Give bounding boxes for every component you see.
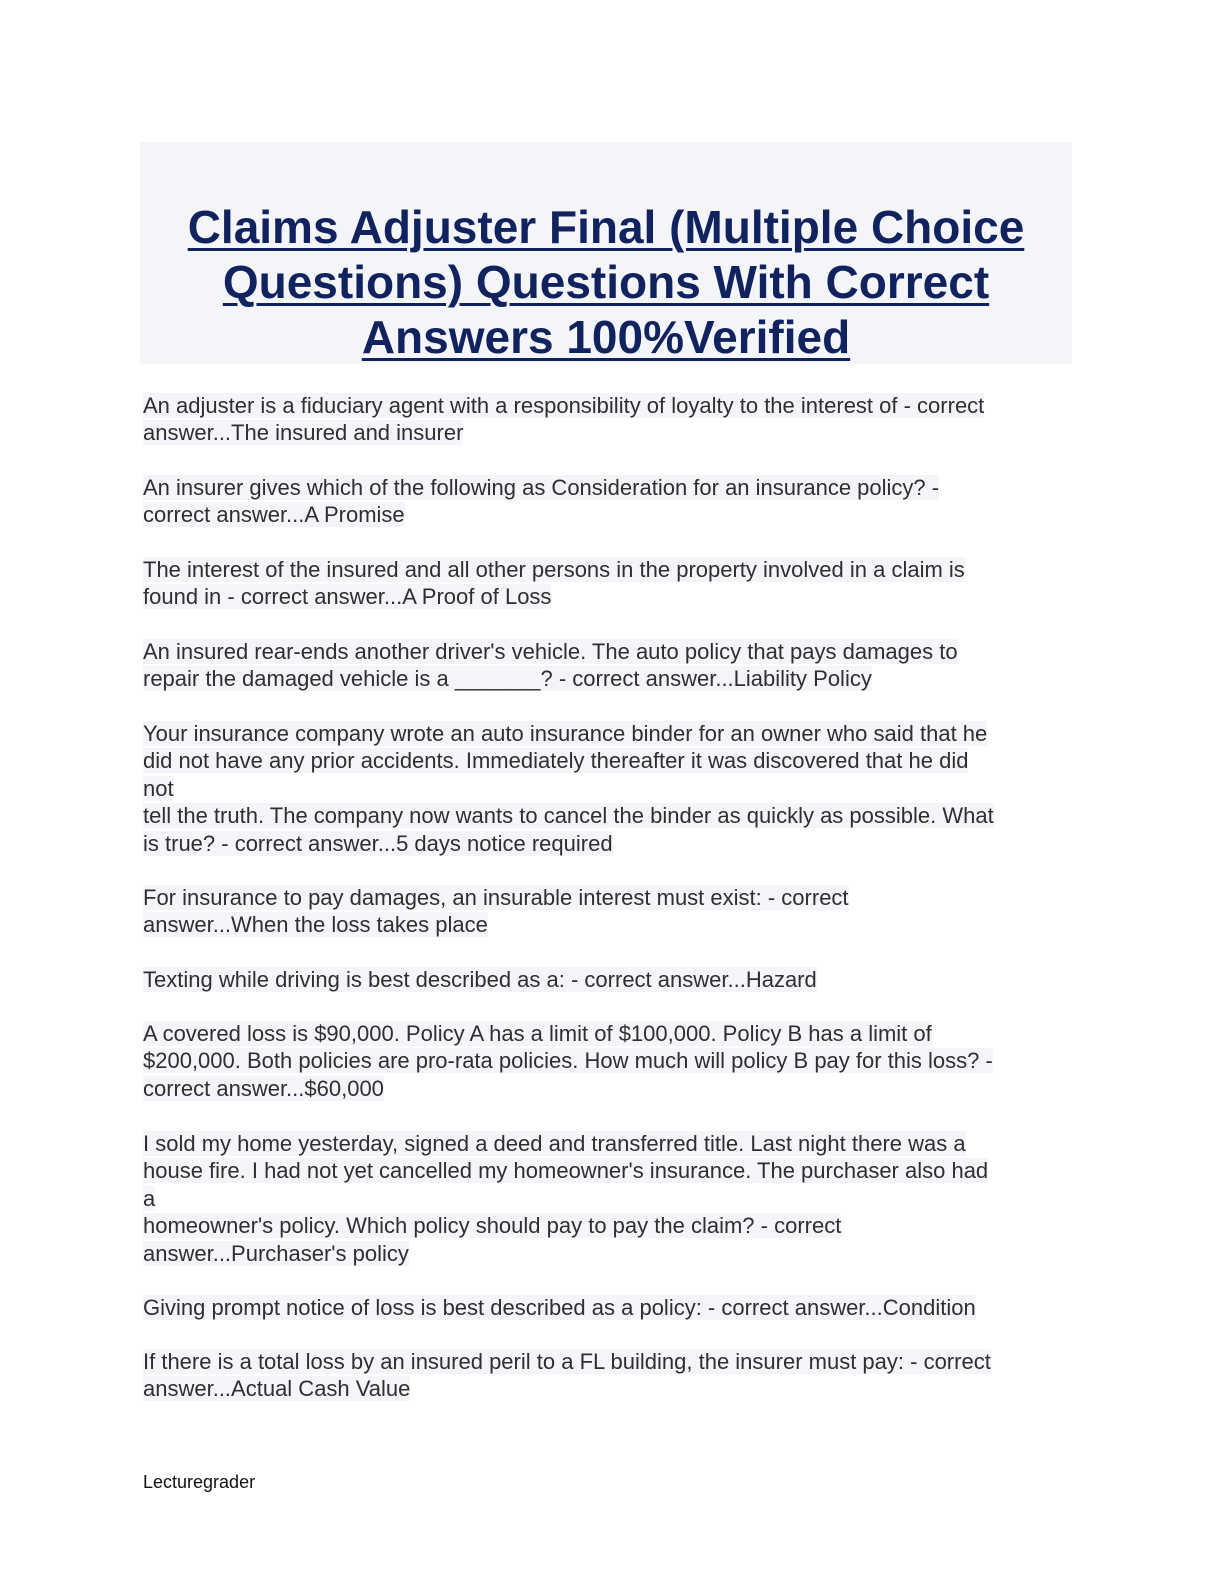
- qa-item: [143, 556, 1073, 611]
- title-line: Questions) Questions With Correct: [222, 256, 990, 308]
- qa-line: correct answer...A Promise: [143, 502, 405, 528]
- qa-line: An insured rear-ends another driver's vehicle. The auto policy that pays damages to: [143, 639, 958, 664]
- qa-line: Your insurance company wrote an auto insurance binder for an owner who said that he: [143, 721, 988, 746]
- qa-line: correct answer...$60,000: [143, 1075, 384, 1101]
- qa-line: did not have any prior accidents. Immediately thereafter it was discovered that he did: [143, 748, 969, 774]
- qa-line: A covered loss is $90,000. Policy A has a limit of $100,000. Policy B has a limit of: [143, 1021, 932, 1046]
- qa-line: The interest of the insured and all other persons in the property involved in a claim is: [143, 557, 965, 582]
- qa-item: [143, 884, 1073, 939]
- qa-line: answer...The insured and insurer: [143, 420, 464, 446]
- qa-line: Giving prompt notice of loss is best described as a policy: - correct answer...Condition: [143, 1295, 976, 1320]
- qa-line: Texting while driving is best described as a: - correct answer...Hazard: [143, 967, 817, 992]
- qa-item: [143, 1348, 1073, 1403]
- title-line: Answers 100%Verified: [361, 311, 851, 363]
- qa-line: homeowner's policy. Which policy should pay to pay the claim? - correct: [143, 1213, 842, 1239]
- qa-line: answer...Actual Cash Value: [143, 1376, 411, 1402]
- page-footer: Lecturegrader: [143, 1472, 256, 1492]
- qa-item: [143, 1020, 1073, 1102]
- qa-item: [143, 966, 1073, 993]
- qa-line: answer...Purchaser's policy: [143, 1240, 409, 1266]
- qa-item: [143, 474, 1073, 529]
- qa-line: $200,000. Both policies are pro-rata policies. How much will policy B pay for this loss? -: [143, 1048, 993, 1074]
- qa-item: [143, 1130, 1073, 1267]
- qa-line: For insurance to pay damages, an insurable interest must exist: - correct: [143, 885, 849, 910]
- qa-line: not: [143, 775, 174, 801]
- qa-line: found in - correct answer...A Proof of Loss: [143, 584, 552, 610]
- document-title: [140, 200, 1072, 365]
- qa-line: house fire. I had not yet cancelled my homeowner's insurance. The purchaser also had: [143, 1158, 989, 1184]
- qa-item: [143, 720, 1073, 857]
- qa-line: repair the damaged vehicle is a _______? - correct answer...Liability Policy: [143, 666, 872, 692]
- qa-item: [143, 392, 1073, 447]
- qa-line: An adjuster is a fiduciary agent with a responsibility of loyalty to the interest of - correct: [143, 393, 985, 418]
- qa-line: answer...When the loss takes place: [143, 912, 488, 938]
- title-banner: [140, 142, 1072, 364]
- qa-line: An insurer gives which of the following as Consideration for an insurance policy? -: [143, 475, 940, 500]
- qa-line: a: [143, 1185, 156, 1211]
- qa-item: [143, 638, 1073, 693]
- qa-line: If there is a total loss by an insured peril to a FL building, the insurer must pay: - correct: [143, 1349, 991, 1374]
- qa-line: I sold my home yesterday, signed a deed and transferred title. Last night there was a: [143, 1131, 966, 1156]
- qa-line: is true? - correct answer...5 days notice required: [143, 830, 613, 856]
- qa-line: tell the truth. The company now wants to cancel the binder as quickly as possible. What: [143, 803, 994, 829]
- title-line: Claims Adjuster Final (Multiple Choice: [187, 201, 1025, 253]
- qa-item: [143, 1294, 1073, 1321]
